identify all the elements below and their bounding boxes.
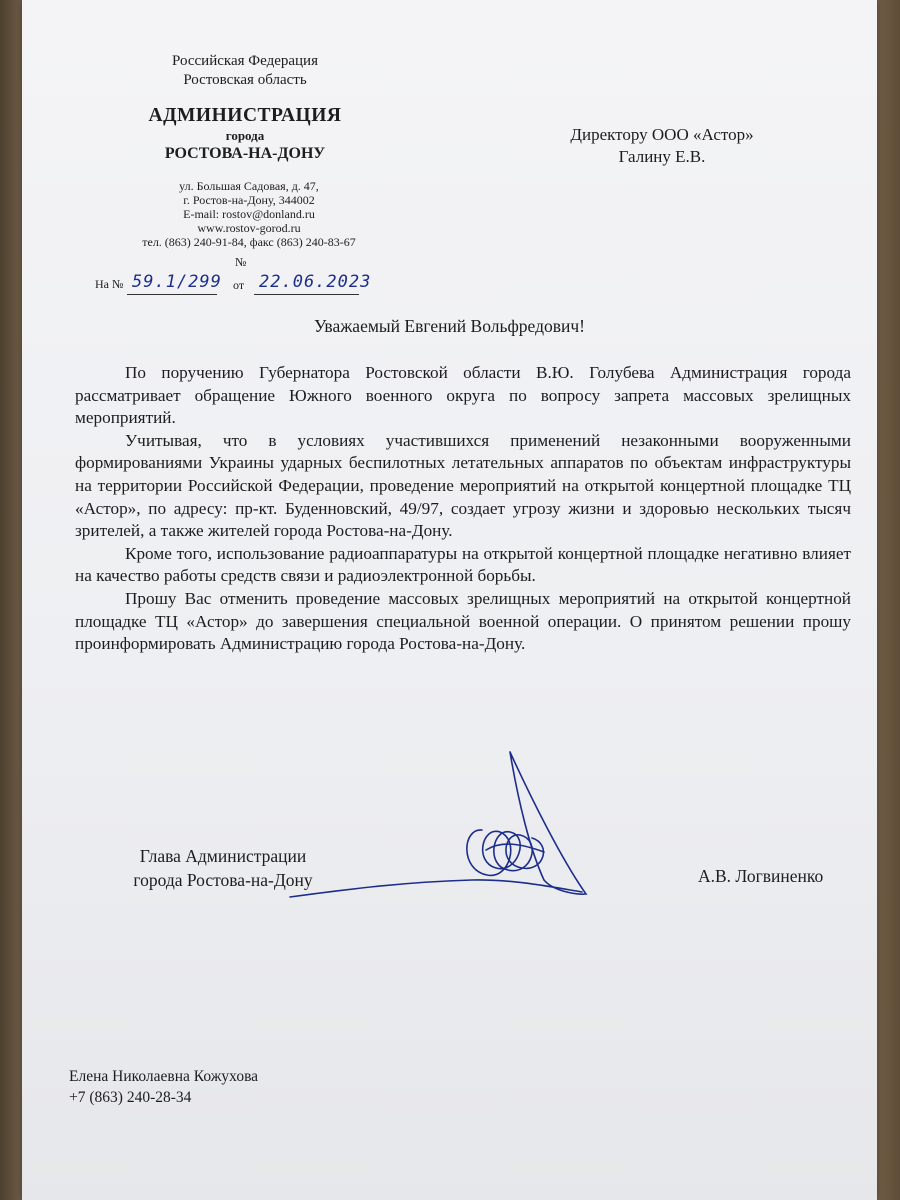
executor-contact [69, 1066, 258, 1108]
body-paragraph-1: По поручению Губернатора Ростовской области В.Ю. Голубева Администрация города рассматривает обращение Южного военного округа по вопросу запрета массовых зрелищных мероприятий. [75, 363, 851, 428]
reply-number-handwritten: 59.1/299 [132, 272, 222, 292]
letter-sheet [22, 0, 877, 1200]
recipient-line1: Директору ООО «Астор» [570, 125, 754, 144]
body-paragraph-2: Учитывая, что в условиях участившихся применений незаконными вооруженными формированиями Украины ударных беспилотных летательных аппаратов по объектам инфраструктуры на территории Российской Федерации, проведение мероприятий на открытой концертной площадке ТЦ «Астор», по адресу: пр-кт. Буденновский, 49/97, создает угрозу жизни и здоровью нескольких тысяч зрителей, а также жителей города Ростова-на-Дону. [75, 430, 851, 541]
letterhead [130, 52, 360, 164]
letterhead-country: Российская Федерация [172, 53, 318, 69]
salutation: Уважаемый Евгений Вольфредович! [314, 316, 585, 336]
body-paragraph-3: Кроме того, использование радиоаппаратуры на открытой концертной площадке негативно влияет на качество работы средств связи и радиоэлектронной борьбы. [75, 543, 851, 586]
reply-number-underline [127, 294, 217, 295]
handwritten-signature [282, 740, 642, 910]
signatory-name: А.В. Логвиненко [698, 866, 824, 886]
letterhead-org-sub: города [225, 128, 265, 143]
signatory-position-line2: города Ростова-на-Дону [133, 870, 313, 890]
reply-date-underline [254, 294, 359, 295]
date-from-label: от [233, 278, 245, 292]
executor-name: Елена Николаевна Кожухова [69, 1068, 259, 1085]
letterhead-email: E-mail: rostov@donland.ru [183, 207, 315, 221]
recipient-block [532, 124, 792, 168]
letterhead-contacts [104, 179, 394, 249]
letterhead-website: www.rostov-gorod.ru [197, 221, 301, 235]
letterhead-region: Ростовская область [183, 72, 307, 88]
reply-number-label: На № [95, 277, 124, 291]
outgoing-number-label: № [235, 255, 247, 269]
body-paragraph-4: Прошу Вас отменить проведение массовых зрелищных мероприятий на открытой концертной площадке ТЦ «Астор» до завершения специальной военной операции. О принятом решении прошу проинформировать Администрацию города Ростова-на-Дону. [75, 588, 851, 654]
executor-phone: +7 (863) 240-28-34 [69, 1089, 192, 1106]
reply-date-handwritten: 22.06.2023 [259, 272, 372, 292]
letter-body [75, 362, 851, 656]
signatory-position-line1: Глава Администрации [139, 846, 307, 866]
letterhead-address-line2: г. Ростов-на-Дону, 344002 [183, 193, 315, 207]
recipient-line2: Галину Е.В. [618, 147, 706, 166]
letterhead-address-line1: ул. Большая Садовая, д. 47, [179, 179, 319, 193]
letterhead-org-title: АДМИНИСТРАЦИЯ [148, 105, 342, 126]
letterhead-phones: тел. (863) 240-91-84, факс (863) 240-83-67 [142, 235, 356, 249]
letterhead-city: РОСТОВА-НА-ДОНУ [164, 145, 326, 162]
